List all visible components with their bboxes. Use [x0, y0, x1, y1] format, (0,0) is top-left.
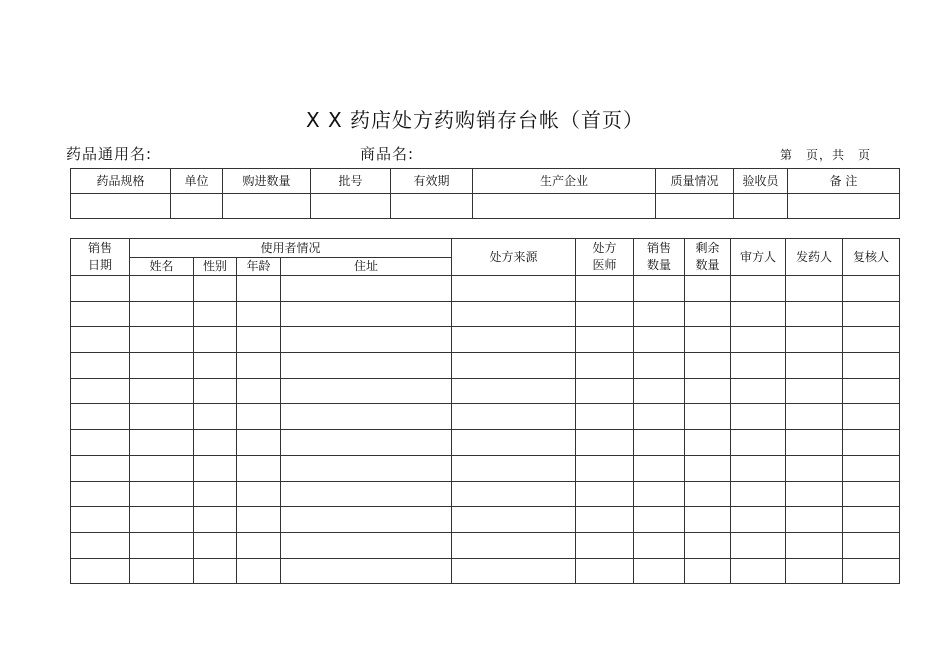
cell-age[interactable] — [237, 507, 281, 533]
table-row — [71, 532, 900, 558]
cell-prescription-source[interactable] — [452, 532, 576, 558]
cell-address[interactable] — [281, 455, 452, 481]
header-remaining-quantity: 剩余 数量 — [685, 239, 731, 276]
cell-checker[interactable] — [843, 455, 900, 481]
cell-prescription-source[interactable] — [452, 430, 576, 456]
sales-table — [70, 238, 900, 584]
cell-manufacturer[interactable] — [473, 194, 656, 219]
cell-dispenser[interactable] — [786, 507, 843, 533]
cell-prescription-source[interactable] — [452, 353, 576, 379]
cell-gender[interactable] — [194, 276, 237, 302]
cell-sale-date[interactable] — [71, 404, 130, 430]
cell-dispenser[interactable] — [786, 353, 843, 379]
cell-prescribing-doctor[interactable] — [576, 327, 634, 353]
cell-gender[interactable] — [194, 455, 237, 481]
header-inspector: 验收员 — [734, 169, 788, 194]
cell-prescription-source[interactable] — [452, 301, 576, 327]
header-checker: 复核人 — [843, 239, 900, 276]
cell-dispenser[interactable] — [786, 430, 843, 456]
cell-dispenser[interactable] — [786, 455, 843, 481]
cell-dispenser[interactable] — [786, 276, 843, 302]
cell-reviewer[interactable] — [731, 276, 786, 302]
cell-remaining-quantity[interactable] — [685, 378, 731, 404]
cell-sale-quantity[interactable] — [634, 327, 685, 353]
cell-address[interactable] — [281, 558, 452, 584]
cell-age[interactable] — [237, 276, 281, 302]
cell-checker[interactable] — [843, 430, 900, 456]
header-expiry-date: 有效期 — [391, 169, 473, 194]
cell-address[interactable] — [281, 532, 452, 558]
cell-name[interactable] — [130, 404, 194, 430]
header-batch-number: 批号 — [311, 169, 391, 194]
cell-name[interactable] — [130, 378, 194, 404]
cell-name[interactable] — [130, 301, 194, 327]
cell-prescribing-doctor[interactable] — [576, 532, 634, 558]
cell-reviewer[interactable] — [731, 558, 786, 584]
header-purchase-quantity: 购进数量 — [223, 169, 311, 194]
table-row — [71, 194, 900, 219]
cell-sale-date[interactable] — [71, 276, 130, 302]
cell-gender[interactable] — [194, 558, 237, 584]
cell-remaining-quantity[interactable] — [685, 276, 731, 302]
cell-age[interactable] — [237, 378, 281, 404]
cell-age[interactable] — [237, 301, 281, 327]
cell-prescription-source[interactable] — [452, 455, 576, 481]
cell-address[interactable] — [281, 353, 452, 379]
table-row — [71, 301, 900, 327]
cell-remarks[interactable] — [788, 194, 900, 219]
table-row — [71, 481, 900, 507]
cell-reviewer[interactable] — [731, 353, 786, 379]
cell-reviewer[interactable] — [731, 430, 786, 456]
cell-prescribing-doctor[interactable] — [576, 507, 634, 533]
header-prescribing-doctor: 处方 医师 — [576, 239, 634, 276]
cell-prescribing-doctor[interactable] — [576, 558, 634, 584]
cell-sale-date[interactable] — [71, 481, 130, 507]
cell-address[interactable] — [281, 481, 452, 507]
cell-remaining-quantity[interactable] — [685, 455, 731, 481]
cell-reviewer[interactable] — [731, 301, 786, 327]
cell-remaining-quantity[interactable] — [685, 507, 731, 533]
table-row — [71, 378, 900, 404]
cell-gender[interactable] — [194, 378, 237, 404]
cell-purchase-quantity[interactable] — [223, 194, 311, 219]
cell-remaining-quantity[interactable] — [685, 353, 731, 379]
cell-prescribing-doctor[interactable] — [576, 378, 634, 404]
cell-inspector[interactable] — [734, 194, 788, 219]
cell-age[interactable] — [237, 430, 281, 456]
cell-sale-date[interactable] — [71, 430, 130, 456]
header-drug-spec: 药品规格 — [71, 169, 171, 194]
table-row — [71, 404, 900, 430]
cell-checker[interactable] — [843, 327, 900, 353]
cell-name[interactable] — [130, 558, 194, 584]
cell-sale-date[interactable] — [71, 378, 130, 404]
cell-checker[interactable] — [843, 353, 900, 379]
cell-remaining-quantity[interactable] — [685, 327, 731, 353]
cell-gender[interactable] — [194, 532, 237, 558]
header-user-info: 使用者情况 — [130, 239, 452, 258]
header-remarks: 备 注 — [788, 169, 900, 194]
cell-drug-spec[interactable] — [71, 194, 171, 219]
cell-address[interactable] — [281, 276, 452, 302]
cell-dispenser[interactable] — [786, 378, 843, 404]
page-number-info: 第 页，共 页 — [780, 148, 872, 162]
table-row — [71, 353, 900, 379]
cell-address[interactable] — [281, 404, 452, 430]
table-row — [71, 507, 900, 533]
cell-reviewer[interactable] — [731, 404, 786, 430]
cell-gender[interactable] — [194, 481, 237, 507]
cell-address[interactable] — [281, 430, 452, 456]
cell-prescribing-doctor[interactable] — [576, 430, 634, 456]
cell-prescription-source[interactable] — [452, 404, 576, 430]
cell-reviewer[interactable] — [731, 327, 786, 353]
cell-gender[interactable] — [194, 353, 237, 379]
cell-dispenser[interactable] — [786, 558, 843, 584]
cell-name[interactable] — [130, 430, 194, 456]
cell-address[interactable] — [281, 507, 452, 533]
cell-age[interactable] — [237, 455, 281, 481]
cell-prescribing-doctor[interactable] — [576, 481, 634, 507]
cell-dispenser[interactable] — [786, 404, 843, 430]
cell-remaining-quantity[interactable] — [685, 404, 731, 430]
cell-sale-quantity[interactable] — [634, 301, 685, 327]
header-name: 姓名 — [130, 258, 194, 276]
cell-prescription-source[interactable] — [452, 507, 576, 533]
cell-remaining-quantity[interactable] — [685, 430, 731, 456]
purchase-table — [70, 168, 900, 219]
header-reviewer: 审方人 — [731, 239, 786, 276]
cell-remaining-quantity[interactable] — [685, 481, 731, 507]
header-quality-status: 质量情况 — [656, 169, 734, 194]
cell-prescribing-doctor[interactable] — [576, 404, 634, 430]
cell-checker[interactable] — [843, 532, 900, 558]
cell-remaining-quantity[interactable] — [685, 558, 731, 584]
cell-age[interactable] — [237, 404, 281, 430]
header-sale-quantity: 销售 数量 — [634, 239, 685, 276]
cell-checker[interactable] — [843, 378, 900, 404]
cell-sale-date[interactable] — [71, 327, 130, 353]
cell-gender[interactable] — [194, 430, 237, 456]
cell-remaining-quantity[interactable] — [685, 301, 731, 327]
page-title: X X 药店处方药购销存台帐（首页） — [305, 108, 645, 132]
cell-sale-quantity[interactable] — [634, 507, 685, 533]
cell-reviewer[interactable] — [731, 481, 786, 507]
cell-name[interactable] — [130, 507, 194, 533]
cell-dispenser[interactable] — [786, 327, 843, 353]
cell-sale-date[interactable] — [71, 558, 130, 584]
cell-expiry-date[interactable] — [391, 194, 473, 219]
header-age: 年龄 — [237, 258, 281, 276]
cell-sale-date[interactable] — [71, 507, 130, 533]
header-manufacturer: 生产企业 — [473, 169, 656, 194]
cell-unit[interactable] — [171, 194, 223, 219]
header-gender: 性别 — [194, 258, 237, 276]
cell-checker[interactable] — [843, 301, 900, 327]
header-unit: 单位 — [171, 169, 223, 194]
cell-sale-quantity[interactable] — [634, 455, 685, 481]
cell-name[interactable] — [130, 327, 194, 353]
cell-prescription-source[interactable] — [452, 276, 576, 302]
cell-sale-date[interactable] — [71, 353, 130, 379]
cell-prescribing-doctor[interactable] — [576, 455, 634, 481]
cell-address[interactable] — [281, 301, 452, 327]
cell-sale-quantity[interactable] — [634, 378, 685, 404]
cell-checker[interactable] — [843, 276, 900, 302]
table-row — [71, 327, 900, 353]
header-sale-date: 销售 日期 — [71, 239, 130, 276]
cell-prescription-source[interactable] — [452, 558, 576, 584]
cell-reviewer[interactable] — [731, 532, 786, 558]
table-row — [71, 455, 900, 481]
cell-reviewer[interactable] — [731, 455, 786, 481]
header-dispenser: 发药人 — [786, 239, 843, 276]
cell-dispenser[interactable] — [786, 532, 843, 558]
cell-reviewer[interactable] — [731, 378, 786, 404]
cell-name[interactable] — [130, 353, 194, 379]
table-row — [71, 430, 900, 456]
cell-checker[interactable] — [843, 558, 900, 584]
cell-sale-quantity[interactable] — [634, 430, 685, 456]
table-row — [71, 558, 900, 584]
cell-sale-date[interactable] — [71, 301, 130, 327]
cell-remaining-quantity[interactable] — [685, 532, 731, 558]
cell-name[interactable] — [130, 481, 194, 507]
cell-sale-quantity[interactable] — [634, 532, 685, 558]
cell-age[interactable] — [237, 481, 281, 507]
header-prescription-source: 处方来源 — [452, 239, 576, 276]
cell-sale-quantity[interactable] — [634, 276, 685, 302]
cell-gender[interactable] — [194, 507, 237, 533]
cell-checker[interactable] — [843, 404, 900, 430]
cell-sale-quantity[interactable] — [634, 481, 685, 507]
drug-generic-name-label: 药品通用名: — [66, 145, 153, 163]
cell-sale-quantity[interactable] — [634, 353, 685, 379]
cell-prescribing-doctor[interactable] — [576, 353, 634, 379]
cell-age[interactable] — [237, 532, 281, 558]
cell-dispenser[interactable] — [786, 481, 843, 507]
table-row — [71, 276, 900, 302]
cell-prescribing-doctor[interactable] — [576, 276, 634, 302]
cell-gender[interactable] — [194, 404, 237, 430]
cell-sale-date[interactable] — [71, 532, 130, 558]
cell-prescription-source[interactable] — [452, 327, 576, 353]
cell-address[interactable] — [281, 378, 452, 404]
cell-name[interactable] — [130, 532, 194, 558]
cell-batch-number[interactable] — [311, 194, 391, 219]
cell-name[interactable] — [130, 455, 194, 481]
cell-address[interactable] — [281, 327, 452, 353]
cell-gender[interactable] — [194, 301, 237, 327]
cell-age[interactable] — [237, 558, 281, 584]
cell-sale-quantity[interactable] — [634, 558, 685, 584]
cell-dispenser[interactable] — [786, 301, 843, 327]
cell-prescription-source[interactable] — [452, 378, 576, 404]
cell-sale-quantity[interactable] — [634, 404, 685, 430]
header-address: 住址 — [281, 258, 452, 276]
cell-name[interactable] — [130, 276, 194, 302]
cell-age[interactable] — [237, 327, 281, 353]
cell-quality-status[interactable] — [656, 194, 734, 219]
cell-prescription-source[interactable] — [452, 481, 576, 507]
cell-prescribing-doctor[interactable] — [576, 301, 634, 327]
cell-gender[interactable] — [194, 327, 237, 353]
cell-checker[interactable] — [843, 481, 900, 507]
sales-table-body — [71, 276, 900, 584]
cell-reviewer[interactable] — [731, 507, 786, 533]
cell-age[interactable] — [237, 353, 281, 379]
cell-sale-date[interactable] — [71, 455, 130, 481]
cell-checker[interactable] — [843, 507, 900, 533]
product-name-label: 商品名: — [360, 145, 415, 163]
